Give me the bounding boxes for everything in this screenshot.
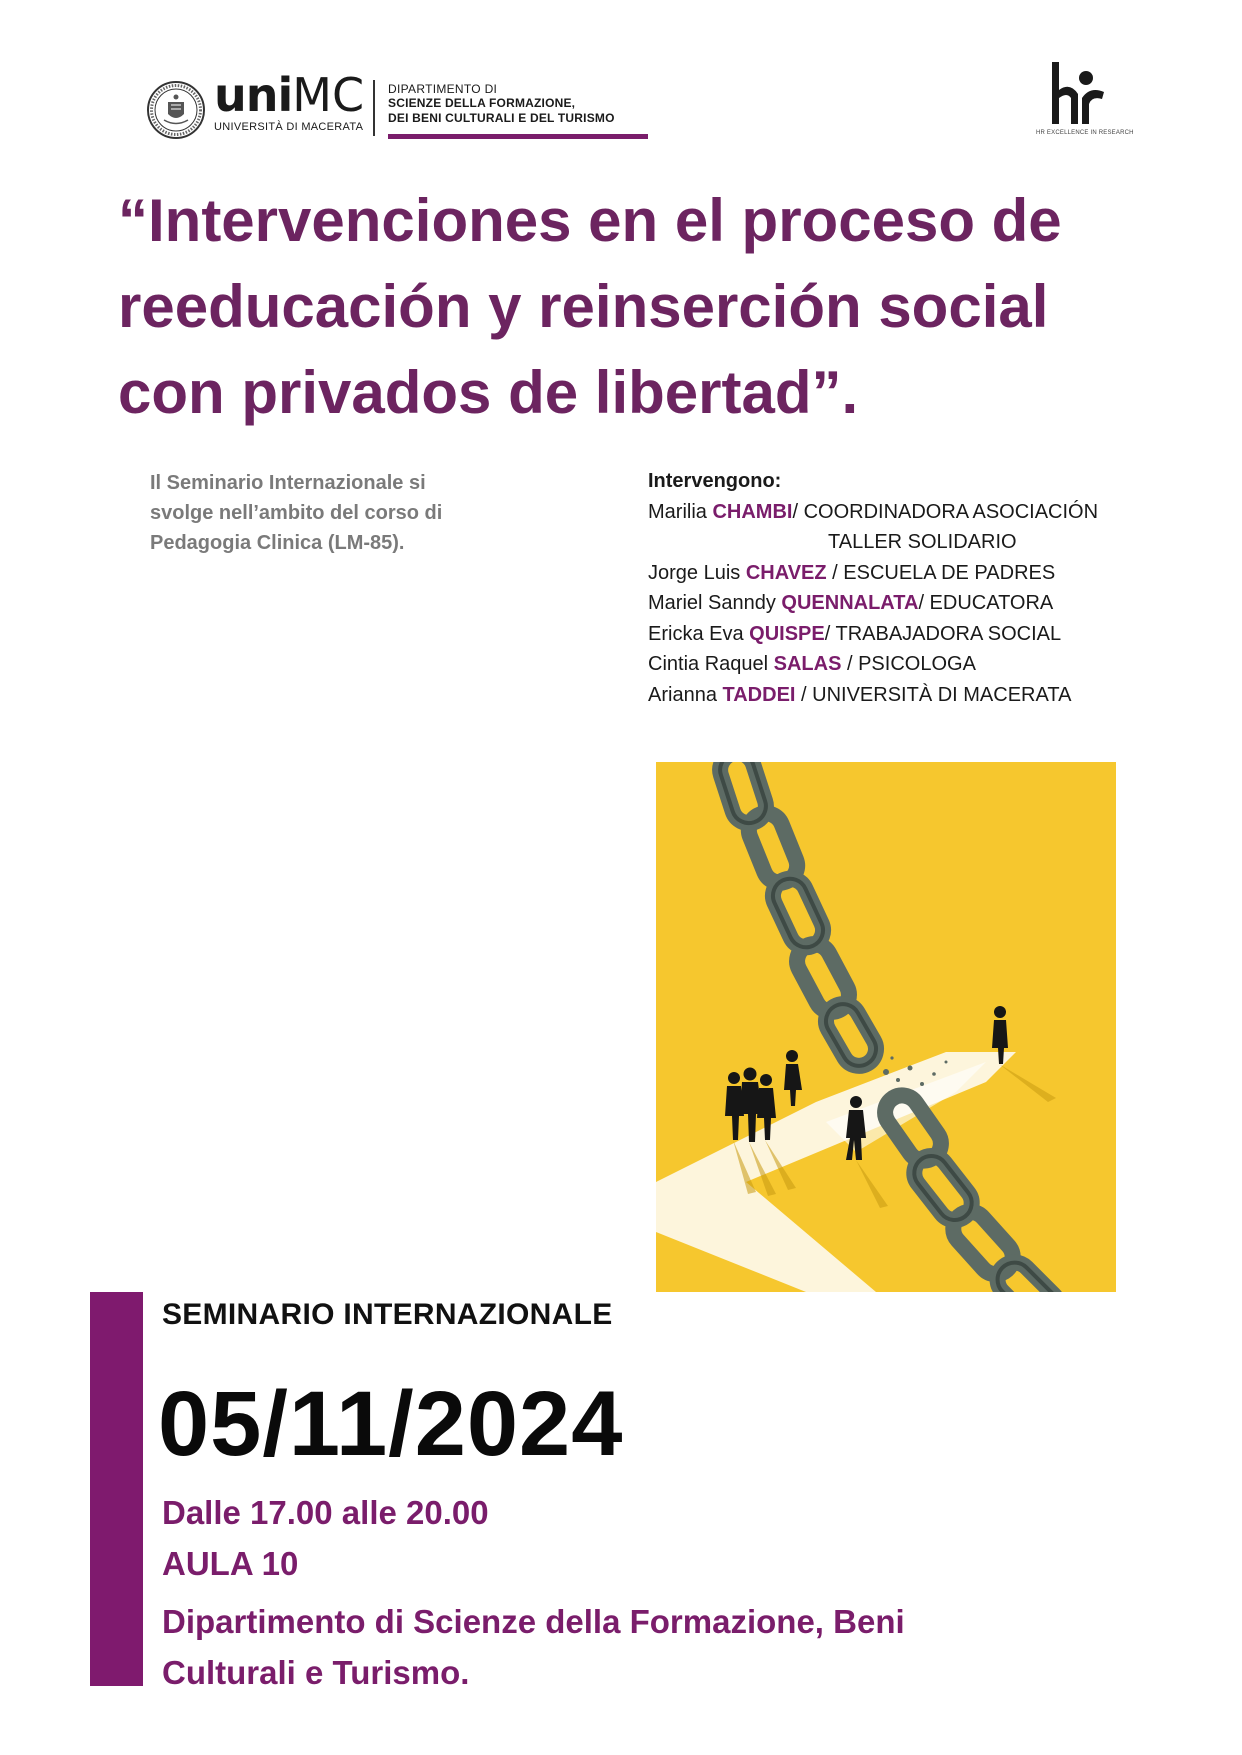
speaker-row [648, 619, 1168, 650]
speaker-first-name: Ericka Eva [648, 622, 750, 645]
speaker-role: / EDUCATORA [918, 592, 1054, 614]
accent-bar [90, 1292, 143, 1686]
speaker-role: / TRABAJADORA SOCIAL [824, 622, 1062, 645]
speaker-first-name: Arianna [648, 683, 723, 706]
event-date: 05/11/2024 [158, 1373, 624, 1475]
hr-logo-caption: HR EXCELLENCE IN RESEARCH [1036, 130, 1134, 136]
hr-excellence-logo-icon [1040, 58, 1112, 128]
speaker-row [648, 680, 1168, 711]
intro-line-1: Il Seminario Internazionale si [150, 472, 426, 494]
speaker-role: / PSICOLOGA [841, 653, 976, 675]
unimc-wordmark-light: MC [292, 68, 365, 122]
speaker-surname: QUISPE [749, 622, 825, 645]
university-name: UNIVERSITÀ DI MACERATA [214, 121, 364, 133]
speaker-row [648, 497, 1168, 528]
speaker-surname: SALAS [773, 653, 842, 675]
speaker-surname: CHAMBI [712, 500, 793, 523]
speaker-surname: QUENNALATA [781, 592, 919, 614]
event-place [162, 1596, 905, 1698]
speaker-first-name: Mariel Sanndy [648, 592, 782, 614]
department-line-1: DIPARTIMENTO DI [388, 82, 498, 96]
speaker-row [648, 649, 1168, 680]
intro-text [150, 468, 490, 558]
title-line-2: reeducación y reinserción social [118, 273, 1049, 340]
event-title [118, 178, 1178, 436]
department-line-2: SCIENZE DELLA FORMAZIONE, [388, 96, 576, 111]
logo-divider [373, 80, 375, 136]
seminar-label: SEMINARIO INTERNAZIONALE [162, 1298, 613, 1331]
department-name [388, 82, 615, 125]
unimc-wordmark [214, 68, 365, 122]
title-line-3: con privados de libertad”. [118, 359, 859, 426]
event-time: Dalle 17.00 alle 20.00 [162, 1494, 489, 1531]
speaker-first-name: Marilia [648, 500, 713, 523]
event-place-line-1: Dipartimento di Scienze della Formazione, Beni [162, 1603, 905, 1640]
speaker-role-continuation: TALLER SOLIDARIO [828, 531, 1017, 553]
speaker-role: / UNIVERSITÀ DI MACERATA [795, 683, 1072, 706]
speaker-role: / COORDINADORA ASOCIACIÓN [792, 500, 1099, 523]
speaker-row [648, 588, 1168, 619]
speaker-surname: TADDEI [722, 683, 796, 706]
title-line-1: “Intervenciones en el proceso de [118, 187, 1062, 254]
university-seal-icon [146, 80, 206, 140]
intro-line-2: svolge nell’ambito del corso di [150, 502, 443, 524]
speaker-first-name: Jorge Luis [648, 561, 746, 584]
speaker-surname: CHAVEZ [745, 561, 827, 584]
speakers-heading: Intervengono: [648, 470, 782, 492]
speaker-first-name: Cintia Raquel [648, 653, 774, 675]
speaker-role: / ESCUELA DE PADRES [826, 561, 1056, 584]
event-place-line-2: Culturali e Turismo. [162, 1654, 470, 1691]
intro-line-3: Pedagogia Clinica (LM-85). [150, 532, 405, 554]
unimc-wordmark-bold: uni [214, 68, 293, 122]
department-line-3: DEI BENI CULTURALI E DEL TURISMO [388, 110, 615, 125]
department-underline [388, 134, 648, 139]
speaker-row [648, 558, 1168, 589]
broken-chain-illustration [656, 762, 1116, 1292]
speakers-list [648, 466, 1168, 710]
event-room: AULA 10 [162, 1545, 299, 1582]
